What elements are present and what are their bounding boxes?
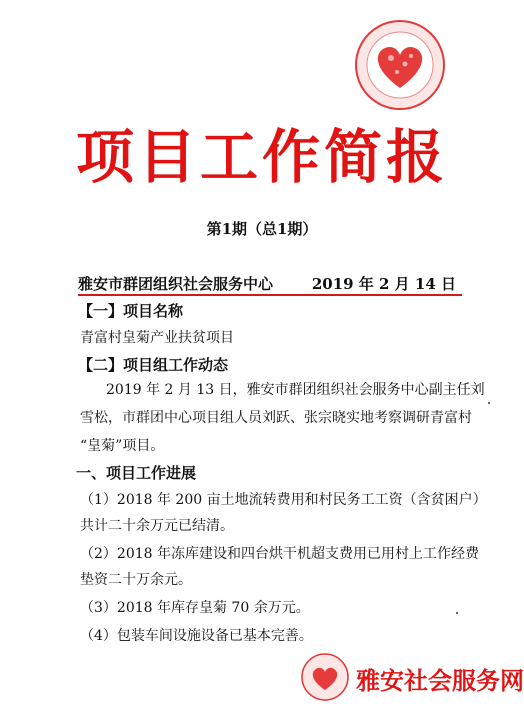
section1-heading: 【一】项目名称 xyxy=(78,302,184,320)
progress-item: （2）2018 年冻库建设和四台烘干机超支费用已用村上工作经费 xyxy=(80,546,479,562)
organization-name: 雅安市群团组织社会服务中心 xyxy=(78,275,274,293)
section2-line: 2019 年 2 月 13 日，雅安市群团组织社会服务中心副主任刘 xyxy=(106,382,485,398)
progress-item: （3）2018 年库存皇菊 70 余万元。 xyxy=(80,600,310,616)
section1-body: 青富村皇菊产业扶贫项目 xyxy=(80,330,234,346)
issue-number: 第1期（总1期） xyxy=(206,220,318,238)
section2-line: 雪松，市群团中心项目组人员刘跃、张宗晓实地考察调研青富村 xyxy=(80,410,472,426)
section2-heading: 【二】项目组工作动态 xyxy=(78,356,229,374)
document-header xyxy=(78,273,456,293)
progress-item: 共计二十余万元已结清。 xyxy=(80,518,234,534)
site-brand-watermark: 雅安社会服务网 xyxy=(356,667,524,695)
document-title: 项目工作简报 xyxy=(75,123,448,191)
margin-mark xyxy=(456,612,458,614)
header-divider xyxy=(78,294,462,296)
margin-mark xyxy=(488,402,490,404)
progress-item: （4）包装车间设施设备已基本完善。 xyxy=(80,628,313,644)
progress-heading: 一、项目工作进展 xyxy=(76,464,197,482)
heart-logo-icon xyxy=(300,652,350,702)
heart-logo-icon xyxy=(353,18,447,112)
progress-item: （1）2018 年 200 亩土地流转费用和村民务工工资（含贫困户） xyxy=(80,492,487,508)
progress-item: 垫资二十万余元。 xyxy=(80,572,192,588)
document-date: 2019 年 2 月 14 日 xyxy=(311,275,456,293)
section2-line: “皇菊”项目。 xyxy=(80,438,165,454)
